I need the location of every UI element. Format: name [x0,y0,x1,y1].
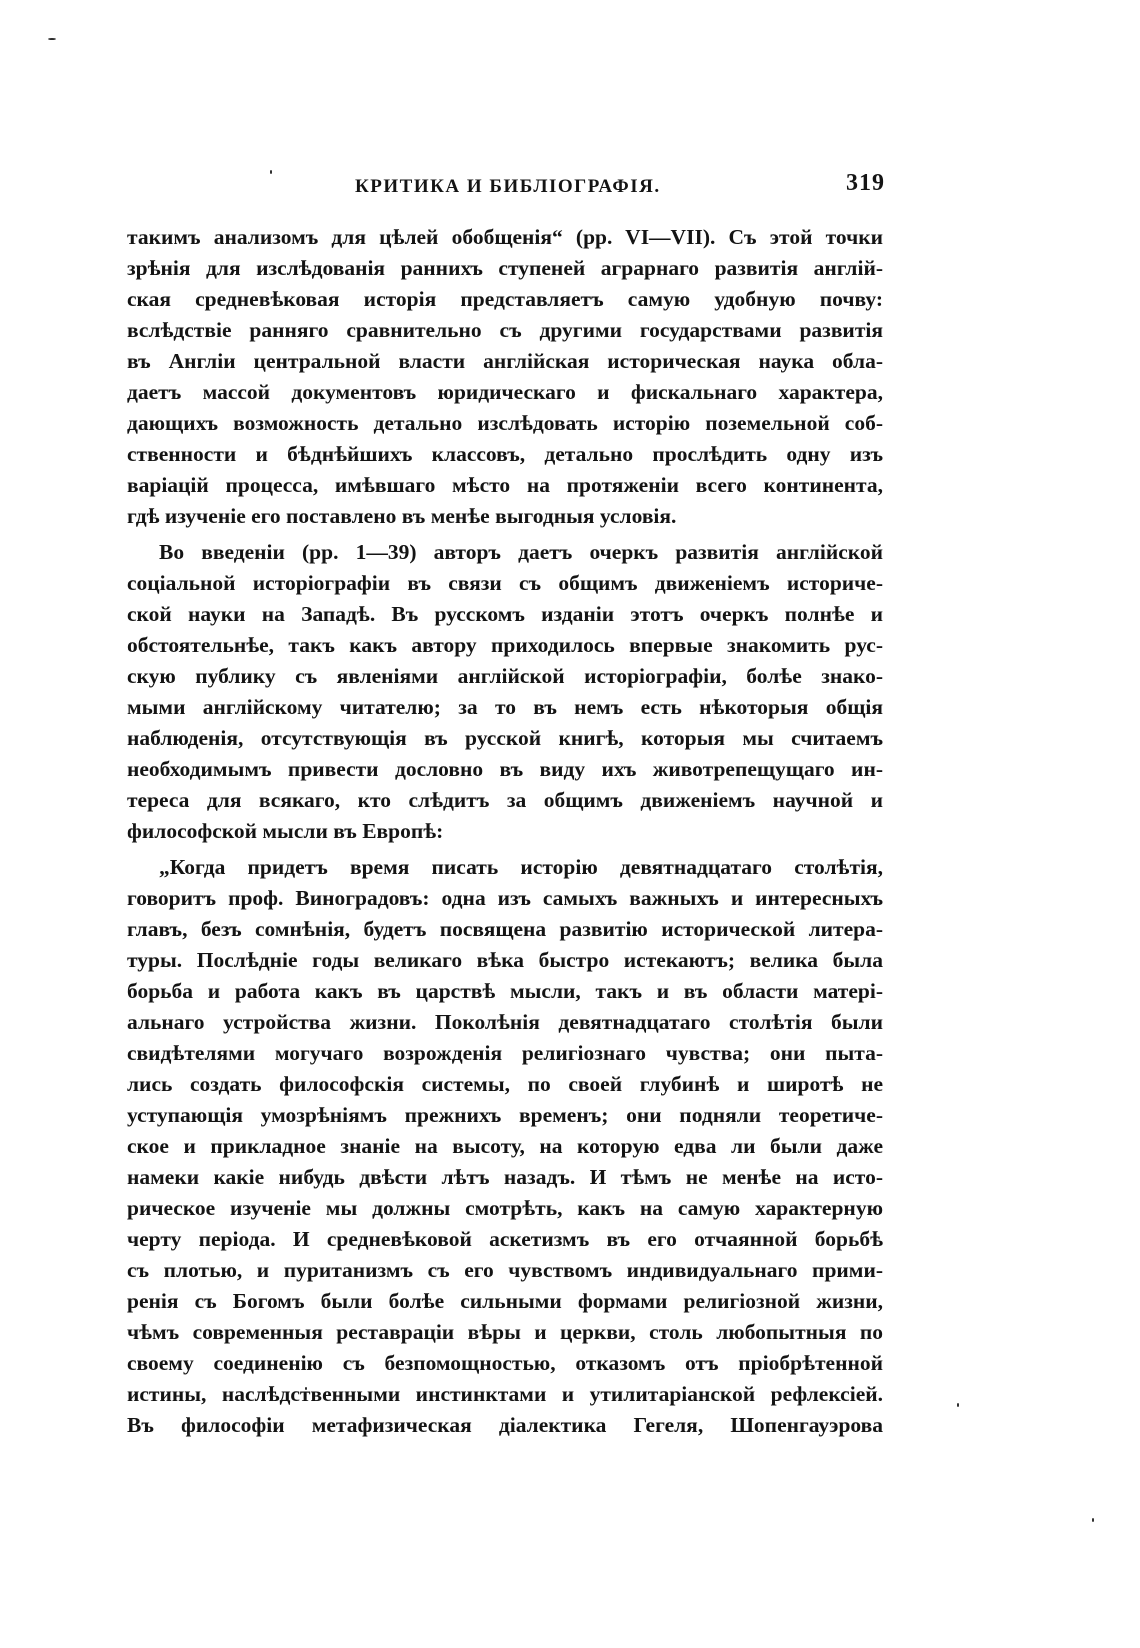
text-line: дающихъ возможность детально изслѣдовать исторію поземельной соб- [127,411,883,435]
text-line: борьба и работа какъ въ царствѣ мысли, такъ и въ области матері- [127,979,883,1003]
text-line: въ Англіи центральной власти англійская историческая наука обла- [127,349,883,373]
body-text [127,222,883,1441]
text-line: говоритъ проф. Виноградовъ: одна изъ самыхъ важныхъ и интересныхъ [127,886,883,910]
text-line: ренія съ Богомъ были болѣе сильными формами религіозной жизни, [127,1289,883,1313]
text-line: мыми англійскому читателю; за то въ немъ есть нѣкоторыя общія [127,695,883,719]
text-line: съ плотью, и пуританизмъ съ его чувствомъ индивидуальнаго прими- [127,1258,883,1282]
text-line: такимъ анализомъ для цѣлей обобщенія“ (pp. VI—VII). Съ этой точки [127,225,883,249]
text-line: скую публику съ явленіями англійской исторіографіи, болѣе знако- [127,664,883,688]
text-line: обстоятельнѣе, такъ какъ автору приходилось впервые знакомить рус- [127,633,883,657]
page-number: 319 [846,170,885,196]
text-line: чѣмъ современныя реставраціи вѣры и церкви, столь любопытныя по [127,1320,883,1344]
text-line: Во введеніи (pp. 1—39) авторъ даетъ очеркъ развитія англійской [159,540,883,564]
text-line: намеки какіе нибудь двѣсти лѣтъ назадъ. И тѣмъ не менѣе на исто- [127,1165,883,1189]
text-line: свидѣтелями могучаго возрожденія религіознаго чувства; они пыта- [127,1041,883,1065]
paragraph-2 [127,537,883,847]
text-line: зрѣнія для изслѣдованія раннихъ ступеней аграрнаго развитія англій- [127,256,883,280]
scan-speck [48,38,56,40]
text-line: тереса для всякаго, кто слѣдитъ за общимъ движеніемъ научной и [127,788,883,812]
text-line: Въ философіи метафизическая діалектика Гегеля, Шопенгауэрова [127,1413,883,1437]
text-line: „Когда придетъ время писать исторію девятнадцатаго столѣтія, [159,855,883,879]
text-line: своему соединенію съ безпомощностью, отказомъ отъ пріобрѣтенной [127,1351,883,1375]
text-line: необходимымъ привести дословно въ виду ихъ животрепещущаго ин- [127,757,883,781]
text-line: варіацій процесса, имѣвшаго мѣсто на протяженіи всего континента, [127,473,883,497]
text-line: уступающія умозрѣніямъ прежнихъ временъ; они подняли теоретиче- [127,1103,883,1127]
text-line: лись создать философскія системы, по своей глубинѣ и широтѣ не [127,1072,883,1096]
text-line: ская средневѣковая исторія представляетъ самую удобную почву: [127,287,883,311]
text-line: рическое изученіе мы должны смотрѣть, какъ на самую характерную [127,1196,883,1220]
text-line: наблюденія, отсутствующія въ русской книгѣ, которыя мы считаемъ [127,726,883,750]
text-line: даетъ массой документовъ юридическаго и фискальнаго характера, [127,380,883,404]
text-line: ской науки на Западѣ. Въ русскомъ изданіи этотъ очеркъ полнѣе и [127,602,883,626]
running-title: КРИТИКА И БИБЛІОГРАФІЯ. [355,176,661,197]
page-header [125,170,885,206]
text-line: философской мысли въ Европѣ: [127,819,444,843]
scan-speck [957,1403,959,1407]
text-line: альнаго устройства жизни. Поколѣнія девятнадцатаго столѣтія были [127,1010,883,1034]
text-line: черту періода. И средневѣковой аскетизмъ въ его отчаянной борьбѣ [127,1227,883,1251]
text-line: ское и прикладное знаніе на высоту, на которую едва ли были даже [127,1134,883,1158]
text-line: истины, наслѣдственными инстинктами и утилитаріанской рефлексіей. [127,1382,883,1406]
text-line: главъ, безъ сомнѣнія, будетъ посвящена развитію исторической литера- [127,917,883,941]
paragraph-1 [127,222,883,532]
text-line: гдѣ изученіе его поставлено въ менѣе выгодныя условія. [127,504,677,528]
scan-speck [1092,1518,1094,1522]
text-line: ственности и бѣднѣйшихъ классовъ, детально прослѣдить одну изъ [127,442,883,466]
paragraph-3-quotation [127,852,883,1441]
text-line: туры. Послѣдніе годы великаго вѣка быстро истекаютъ; велика была [127,948,883,972]
text-line: соціальной исторіографіи въ связи съ общимъ движеніемъ историче- [127,571,883,595]
text-line: вслѣдствіе ранняго сравнительно съ другими государствами развитія [127,318,883,342]
